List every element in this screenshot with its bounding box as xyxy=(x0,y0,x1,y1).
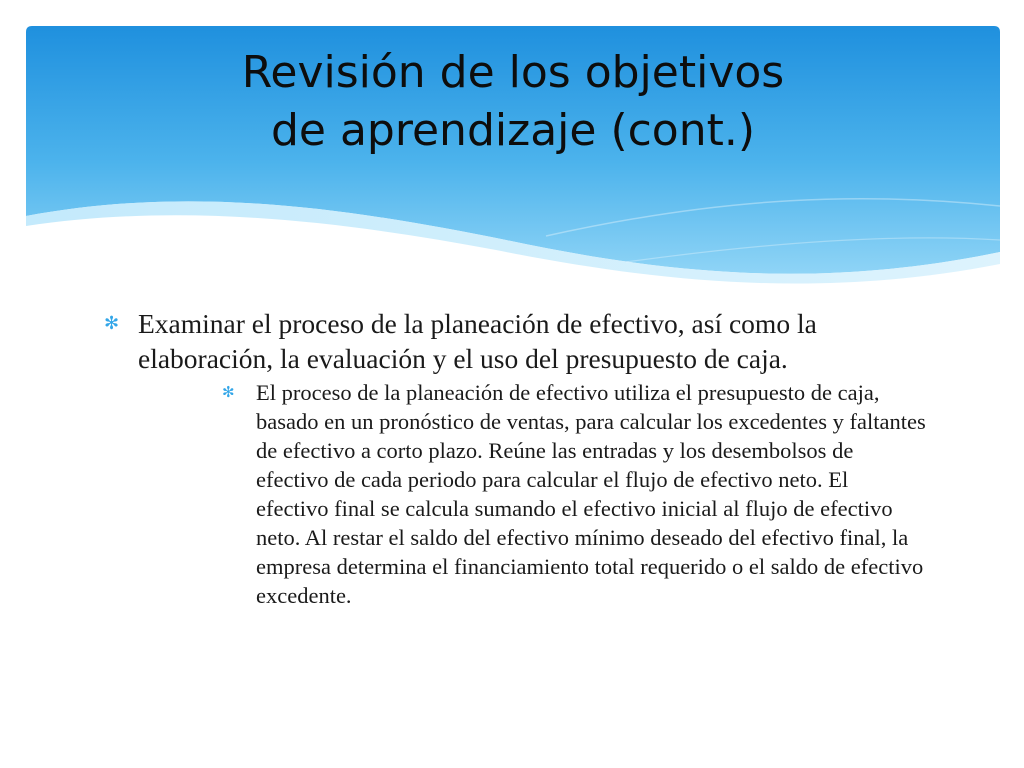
asterisk-bullet-icon: ✻ xyxy=(104,313,120,334)
asterisk-bullet-icon: ✻ xyxy=(222,383,235,401)
bullet-level-2 xyxy=(222,378,926,610)
slide-title xyxy=(26,44,1000,160)
bullet-level-1 xyxy=(104,306,934,376)
slide-title-line-1: Revisión de los objetivos xyxy=(241,47,785,98)
bullet-level-1-text: Examinar el proceso de la planeación de efectivo, así como la elaboración, la evaluación y el uso del presupuesto de caja. xyxy=(138,308,817,374)
bullet-level-2-text: El proceso de la planeación de efectivo utiliza el presupuesto de caja, basado en un pronóstico de ventas, para calcular los excedentes y faltantes de efectivo a corto plazo. Reúne las entradas y los desembolsos de efectivo de cada periodo para calcular el flujo de efectivo neto. El efectivo final se calcula sumando el efectivo inicial al flujo de efectivo neto. Al restar el saldo del efectivo mínimo deseado del efectivo final, la empresa determina el financiamiento total requerido o el saldo de efectivo excedente. xyxy=(256,380,926,608)
bullet-list xyxy=(104,306,934,610)
slide-title-line-2: de aprendizaje (cont.) xyxy=(270,105,756,156)
